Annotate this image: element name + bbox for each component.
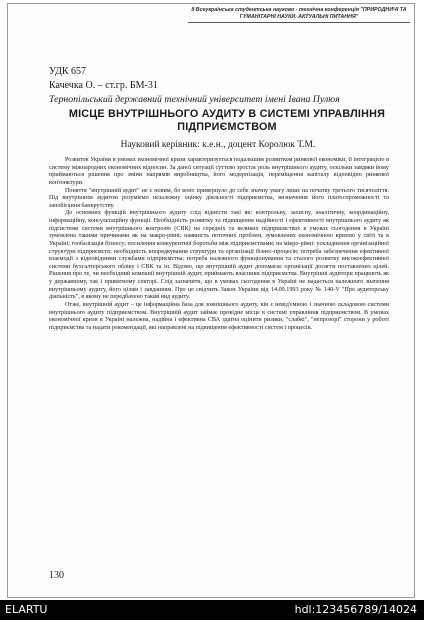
conference-header: ІІ Всеукраїнська студентська науково - технічна конференція "ПРИРОДНИЧІ ТА ГУМАНІТАРНІ НАУКИ. АКТУАЛЬНІ ПИТАННЯ" [191,7,407,20]
paragraph: Розвиток України в умовах економічної кризи характеризується подальшим розвитком ринкової економіки, її інтеграцією в систему міжнародних економічних відносин. За даної ситуації суттєво зростає роль внутрішнього аудиту, оскільки завдяки йому приймаються рішення про зміни напрямів виробництва, його модернізація, переміщення капіталу відповідно ринкової кон'юнктури. [49,157,389,186]
paper-title: МІСЦЕ ВНУТРІШНЬОГО АУДИТУ В СИСТЕМІ УПРАВЛІННЯ ПІДПРИЄМСТВОМ [68,108,386,134]
scientific-advisor: Науковий керівник: к.е.н., доцент Королюк Т.М. [120,140,316,150]
paragraph: Поняття "внутрішній аудит" не є новим, бо воно привернуло до себе значну увагу лише на початку третього тисячоліття. Під внутрішнім аудитом розуміємо незалежну оцінку діяльності підприємства, визначення його платоспроможності та запобігання банкрутству. [49,187,389,209]
paper-page [7,3,415,598]
repository-name: ELARTU [5,603,48,616]
handle-identifier: hdl:123456789/14024 [294,603,417,616]
header-rule [188,22,410,23]
paragraph: Отже, внутрішній аудит – це інформаційна база для зовнішнього аудиту, він є невід'ємною і значною складовою системи внутрішнього аудиту підприємством. Внутрішній аудит займає провідне місце в системі управління підприємством. В умовах економічної кризи в Україні належна, надійна і ефективна СВА здатна оцінити ризики, "слабкі", "непрозорі" сторони у роботі підприємства та надати рекомендації, які направлені на підвищення ефективності систем і процесів. [49,301,389,331]
repository-footer-bar [0,600,424,620]
paper-body [49,157,389,332]
author-line: Качечка О. – ст.гр. БМ-31 [49,80,158,91]
udk-code: УДК 657 [49,66,87,77]
university-line: Тернопільський державний технічний університет імені Івана Пулюя [49,94,340,105]
paragraph: До основних функцій внутрішнього аудиту слід віднести такі як: контрольну, захисну, аналітичну, координаційну, інформаційну, консультаційну функції. Необхідність розвитку та підвищення надійності і ефективності внутрішнього аудиту як підсистеми системи внутрішнього контролю (СВК) на середніх та великих підприємствах в умовах сьогодення в Україні зумовлена такими причинами як на макро-рівні: наявність поточних проблем, зумовлених економічною кризою у світі та в Україні; глобалізація бізнесу; посилення конкурентної боротьби між підприємствами; на мікро-рівні: ускладнення організаційної структури підприємств; необхідність впорядкування структури та організації бізнес-процесів; потреба забезпечення ефективної взаємодії з відповідними службами підприємства; потреба належного функціонування та сталого розвитку високоефективної системи бухгалтерського обліку і СВК та ін. Відомо, що внутрішній аудит допомагає організації досягти поставлених цілей. Рішення про те, чи необхідний компанії внутрішній аудит, приймають власники підприємства. Внутрішні аудитори працюють як у державному, так і приватному секторі. Слід зазначити, що в умовах сьогодення в Україні не надається належного значення внутрішньому аудиту, його цілям і завданням. Про це свідчить Закон України від 14.09.1993 року № 140-V "Про аудиторську діяльність", в якому не передбачено такий вид аудиту. [49,210,389,301]
page-number: 130 [49,570,64,581]
